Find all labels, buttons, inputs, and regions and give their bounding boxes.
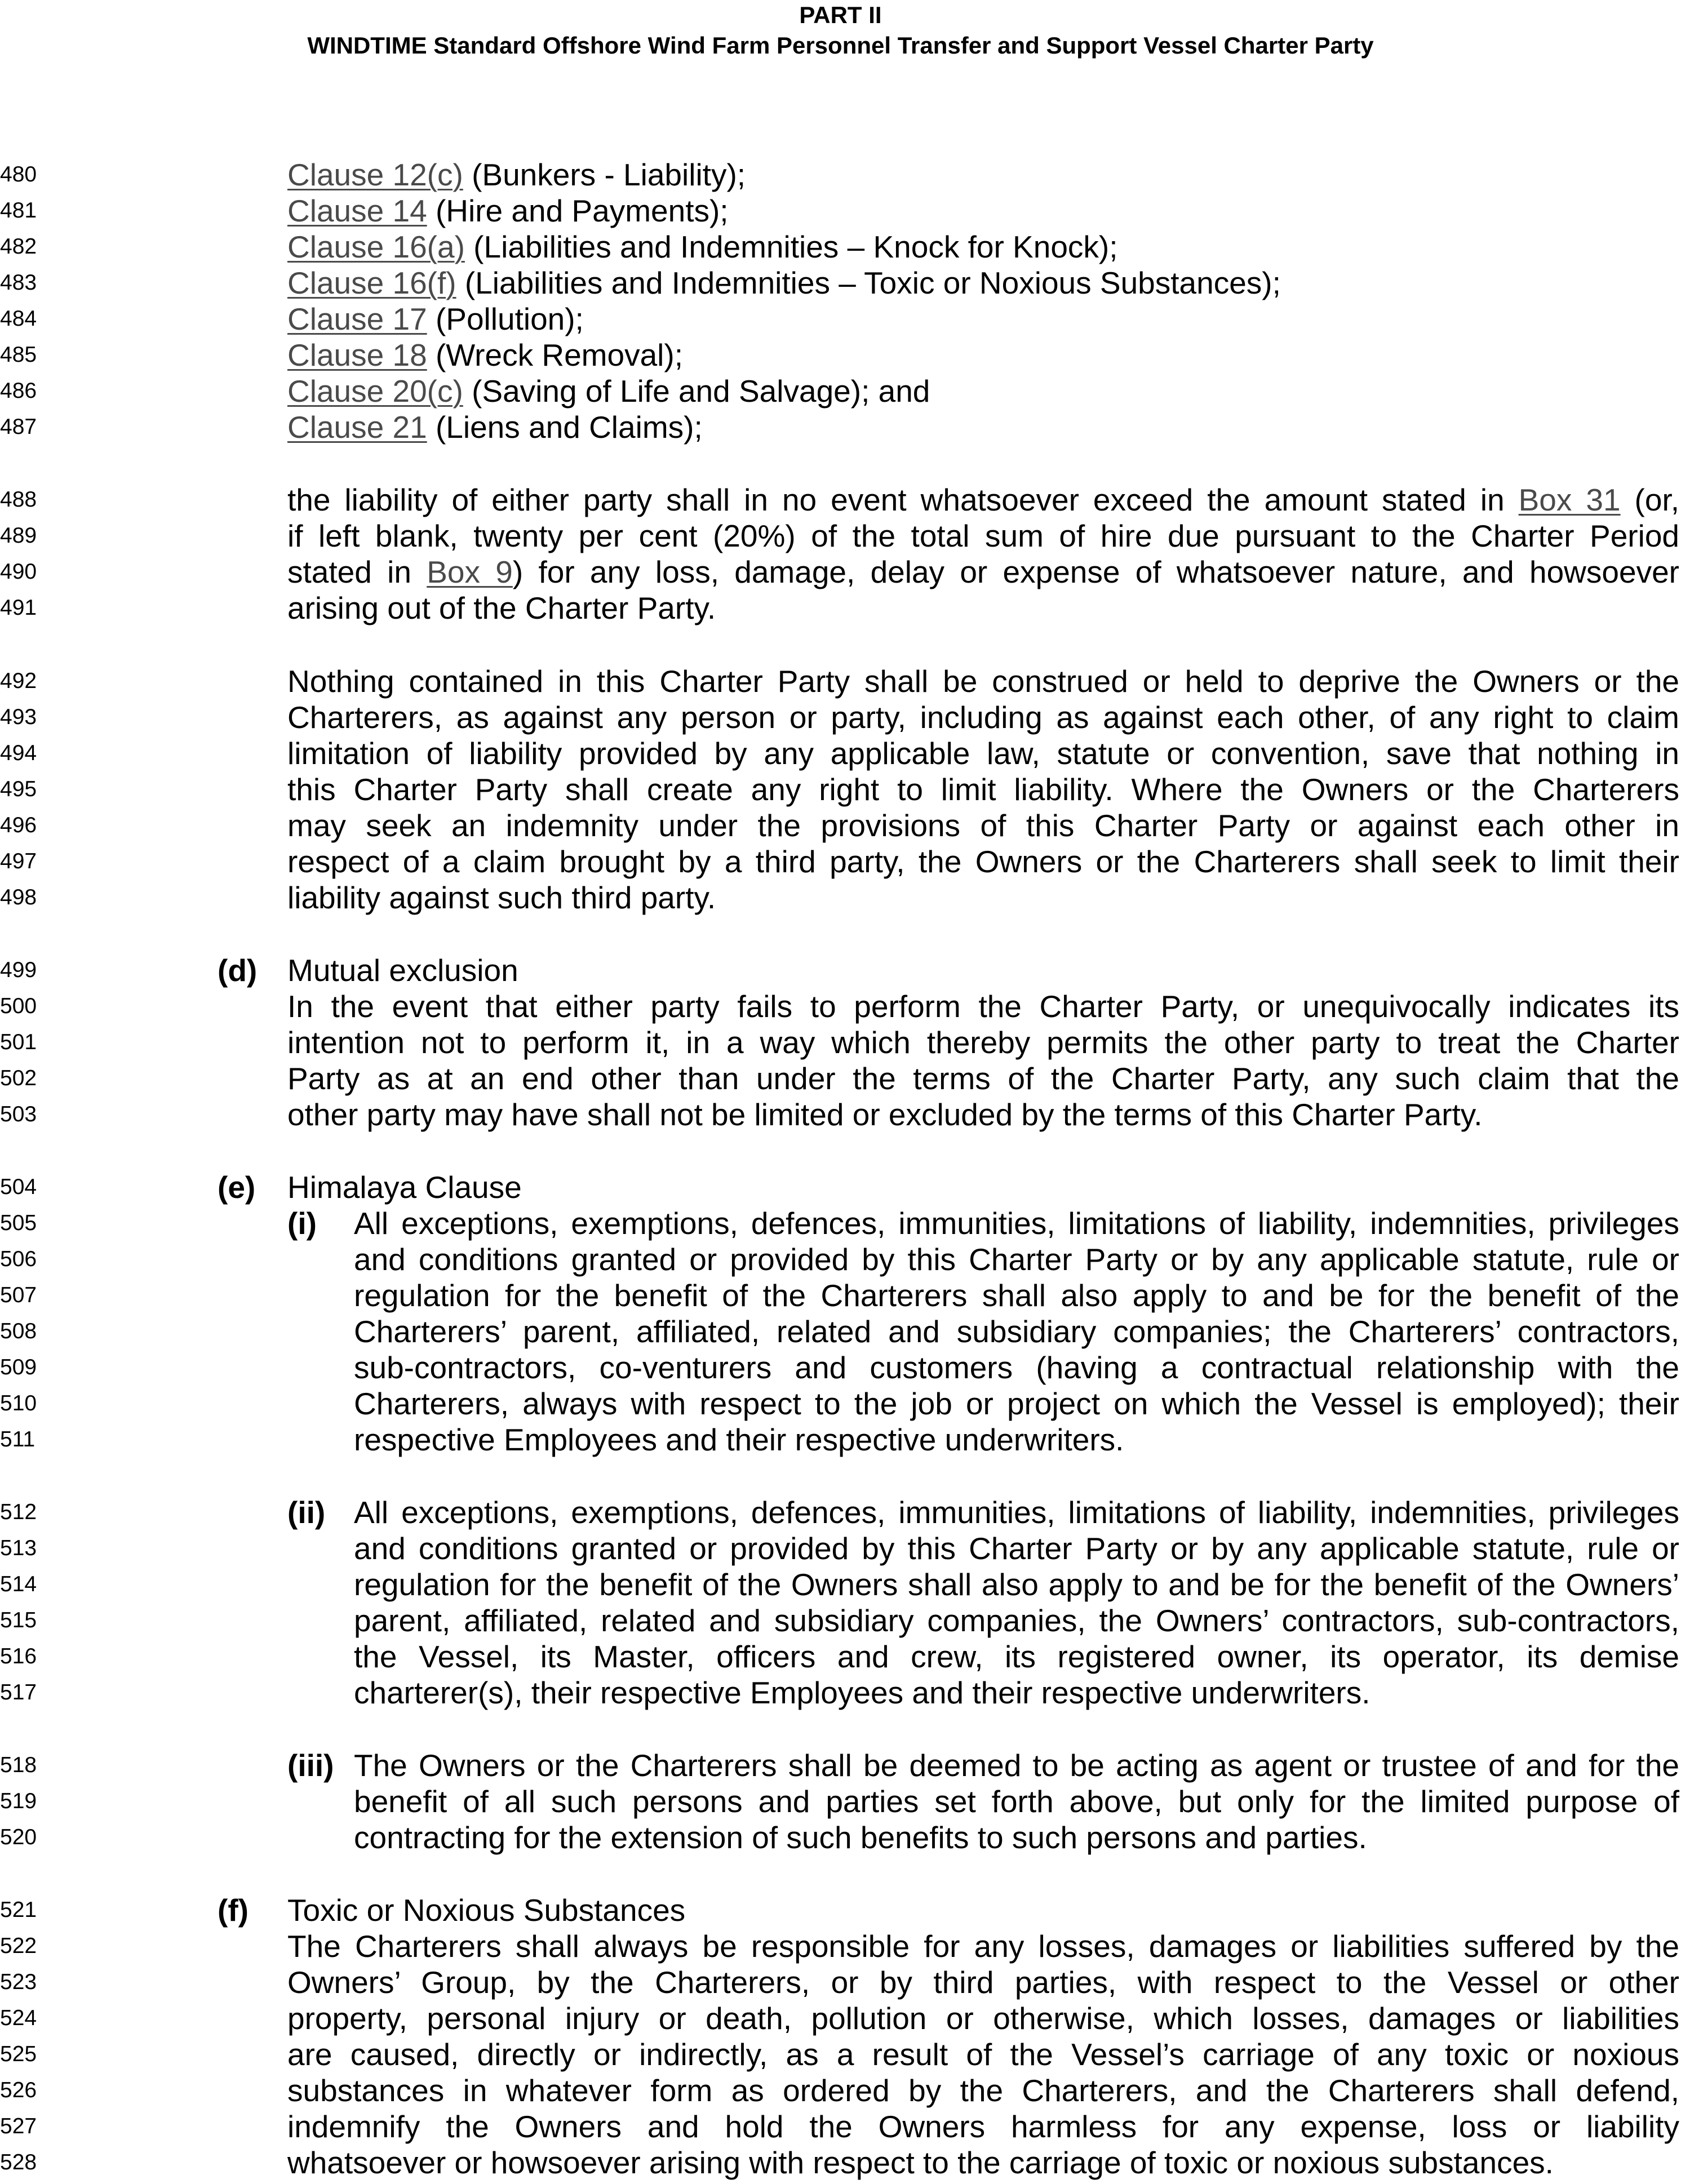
paragraph-line: Charterers, as against any person or party, including as against each other, of any right to claim: [287, 700, 1679, 735]
clause-link[interactable]: Clause 21: [287, 410, 427, 445]
line-number: 516: [0, 1644, 37, 1668]
paragraph-line: indemnify the Owners and hold the Owners harmless for any expense, loss or liability: [287, 2109, 1679, 2144]
paragraph-line: Party as at an end other than under the terms of the Charter Party, any such claim that the: [287, 1061, 1679, 1096]
clause-link[interactable]: Clause 16(a): [287, 229, 465, 264]
list-item: Clause 16(f) (Liabilities and Indemnities – Toxic or Noxious Substances);: [287, 265, 1281, 300]
paragraph-line: Owners’ Group, by the Charterers, or by third parties, with respect to the Vessel or other: [287, 1965, 1679, 2000]
line-number: 482: [0, 234, 37, 259]
box-31-link[interactable]: Box 31: [1518, 482, 1621, 517]
paragraph-line: whatsoever or howsoever arising with respect to the carriage of toxic or noxious substances.: [287, 2145, 1554, 2180]
line-number: 489: [0, 523, 37, 548]
line-number: 501: [0, 1030, 37, 1054]
list-item: Clause 17 (Pollution);: [287, 301, 584, 336]
paragraph-line: contracting for the extension of such benefits to such persons and parties.: [354, 1820, 1367, 1855]
section-label: (f): [218, 1893, 249, 1928]
paragraph-line: substances in whatever form as ordered by the Charterers, and the Charterers shall defend,: [287, 2073, 1679, 2108]
line-number: 495: [0, 777, 37, 801]
line-number: 485: [0, 343, 37, 367]
paragraph-line: Charterers’ parent, affiliated, related and subsidiary companies; the Charterers’ contractors,: [354, 1314, 1679, 1349]
paragraph-line: and conditions granted or provided by this Charter Party or by any applicable statute, rule or: [354, 1242, 1679, 1277]
paragraph-line: regulation for the benefit of the Charterers shall also apply to and be for the benefit of the: [354, 1278, 1679, 1313]
line-number: 518: [0, 1753, 37, 1777]
document-title: WINDTIME Standard Offshore Wind Farm Personnel Transfer and Support Vessel Charter Party: [307, 32, 1374, 59]
line-number: 519: [0, 1789, 37, 1813]
paragraph-line: other party may have shall not be limited or excluded by the terms of this Charter Party.: [287, 1097, 1483, 1132]
line-number: 488: [0, 487, 37, 512]
line-number: 525: [0, 2042, 37, 2066]
paragraph-line: and conditions granted or provided by this Charter Party or by any applicable statute, rule or: [354, 1531, 1679, 1566]
line-number: 493: [0, 705, 37, 729]
part-label: PART II: [799, 2, 882, 28]
line-number: 492: [0, 669, 37, 693]
line-number: 486: [0, 379, 37, 403]
subsection-label: (iii): [287, 1748, 334, 1783]
paragraph-line: The Charterers shall always be responsible for any losses, damages or liabilities suffered by the: [287, 1929, 1679, 1964]
subsection-label: (i): [287, 1206, 317, 1241]
list-item: Clause 14 (Hire and Payments);: [287, 193, 729, 228]
list-item: Clause 12(c) (Bunkers - Liability);: [287, 157, 746, 192]
paragraph-line: the Vessel, its Master, officers and crew, its registered owner, its operator, its demise: [354, 1639, 1679, 1674]
line-number: 481: [0, 198, 37, 223]
line-number: 506: [0, 1247, 37, 1271]
line-number: 520: [0, 1825, 37, 1849]
line-number: 514: [0, 1572, 37, 1596]
section-label: (e): [218, 1170, 256, 1205]
paragraph-line: are caused, directly or indirectly, as a result of the Vessel’s carriage of any toxic or noxious: [287, 2037, 1679, 2072]
paragraph-line: arising out of the Charter Party.: [287, 591, 716, 625]
clause-link[interactable]: Clause 20(c): [287, 374, 463, 409]
line-number: 498: [0, 885, 37, 909]
line-number: 503: [0, 1102, 37, 1126]
line-number: 509: [0, 1355, 37, 1379]
section-heading: Himalaya Clause: [287, 1170, 522, 1205]
line-number: 527: [0, 2114, 37, 2138]
line-number: 500: [0, 994, 37, 1018]
paragraph-line: In the event that either party fails to perform the Charter Party, or unequivocally indicates its: [287, 989, 1679, 1024]
paragraph-line: respective Employees and their respective underwriters.: [354, 1422, 1124, 1457]
paragraph-line: property, personal injury or death, pollution or otherwise, which losses, damages or liabilities: [287, 2001, 1679, 2036]
box-9-link[interactable]: Box 9: [427, 554, 513, 589]
line-number: 523: [0, 1970, 37, 1994]
line-number: 490: [0, 560, 37, 584]
section-label: (d): [218, 953, 258, 988]
clause-link[interactable]: Clause 12(c): [287, 157, 463, 192]
paragraph-line: The Owners or the Charterers shall be deemed to be acting as agent or trustee of and for the: [354, 1748, 1679, 1783]
line-number: 483: [0, 270, 37, 295]
paragraph-line: benefit of all such persons and parties set forth above, but only for the limited purpose of: [354, 1784, 1679, 1819]
paragraph-line: the liability of either party shall in no event whatsoever exceed the amount stated in Box 31 (or,: [287, 482, 1680, 517]
line-number: 505: [0, 1211, 37, 1235]
line-number: 480: [0, 162, 37, 187]
line-number: 508: [0, 1319, 37, 1343]
subsection-label: (ii): [287, 1495, 326, 1530]
line-number: 512: [0, 1500, 37, 1524]
paragraph-line: respect of a claim brought by a third party, the Owners or the Charterers shall seek to limit their: [287, 844, 1679, 879]
paragraph-line: liability against such third party.: [287, 880, 716, 915]
list-item: Clause 20(c) (Saving of Life and Salvage); and: [287, 374, 930, 409]
paragraph-line: charterer(s), their respective Employees and their respective underwriters.: [354, 1675, 1370, 1710]
line-number: 524: [0, 2006, 37, 2030]
paragraph-line: intention not to perform it, in a way which thereby permits the other party to treat the Charter: [287, 1025, 1679, 1060]
clause-link[interactable]: Clause 18: [287, 338, 427, 372]
line-number: 507: [0, 1283, 37, 1307]
line-number: 510: [0, 1391, 37, 1415]
paragraph-line: Nothing contained in this Charter Party shall be construed or held to deprive the Owners or the: [287, 664, 1679, 699]
line-number: 494: [0, 741, 37, 765]
line-number: 491: [0, 596, 37, 620]
paragraph-line: sub-contractors, co-venturers and customers (having a contractual relationship with the: [354, 1350, 1679, 1385]
section-heading: Mutual exclusion: [287, 953, 518, 988]
line-number: 511: [0, 1427, 36, 1451]
paragraph-line: limitation of liability provided by any applicable law, statute or convention, save that nothing in: [287, 736, 1679, 771]
clause-link[interactable]: Clause 14: [287, 193, 427, 228]
line-number: 497: [0, 849, 37, 873]
paragraph-line: All exceptions, exemptions, defences, immunities, limitations of liability, indemnities, privileges: [354, 1495, 1679, 1530]
line-number: 513: [0, 1536, 37, 1560]
line-number: 496: [0, 813, 37, 837]
line-number: 484: [0, 307, 37, 331]
line-number: 528: [0, 2150, 37, 2174]
paragraph-line: Charterers, always with respect to the job or project on which the Vessel is employed); their: [354, 1386, 1679, 1421]
line-number: 502: [0, 1066, 37, 1090]
line-number: 515: [0, 1608, 37, 1632]
line-number: 487: [0, 415, 37, 439]
paragraph-line: if left blank, twenty per cent (20%) of the total sum of hire due pursuant to the Charter Period: [287, 518, 1679, 553]
page-header: [0, 0, 1681, 61]
line-number: 504: [0, 1175, 37, 1199]
paragraph-line: regulation for the benefit of the Owners shall also apply to and be for the benefit of the Owners’: [354, 1567, 1679, 1602]
list-item: Clause 21 (Liens and Claims);: [287, 410, 703, 445]
line-number: 526: [0, 2078, 37, 2102]
paragraph-line: stated in Box 9) for any loss, damage, delay or expense of whatsoever nature, and howsoever: [287, 554, 1679, 589]
paragraph-line: parent, affiliated, related and subsidiary companies, the Owners’ contractors, sub-contractors,: [354, 1603, 1679, 1638]
paragraph-line: this Charter Party shall create any right to limit liability. Where the Owners or the Charterers: [287, 772, 1679, 807]
section-heading: Toxic or Noxious Substances: [287, 1893, 686, 1928]
line-number: 499: [0, 958, 37, 982]
paragraph-line: All exceptions, exemptions, defences, immunities, limitations of liability, indemnities, privileges: [354, 1206, 1679, 1241]
line-number: 521: [0, 1898, 37, 1922]
list-item: Clause 16(a) (Liabilities and Indemnities – Knock for Knock);: [287, 229, 1118, 264]
list-item: Clause 18 (Wreck Removal);: [287, 338, 683, 372]
paragraph-line: may seek an indemnity under the provisions of this Charter Party or against each other in: [287, 808, 1679, 843]
clause-link[interactable]: Clause 16(f): [287, 265, 456, 300]
line-number: 517: [0, 1680, 37, 1704]
line-number: 522: [0, 1934, 37, 1958]
clause-link[interactable]: Clause 17: [287, 301, 427, 336]
